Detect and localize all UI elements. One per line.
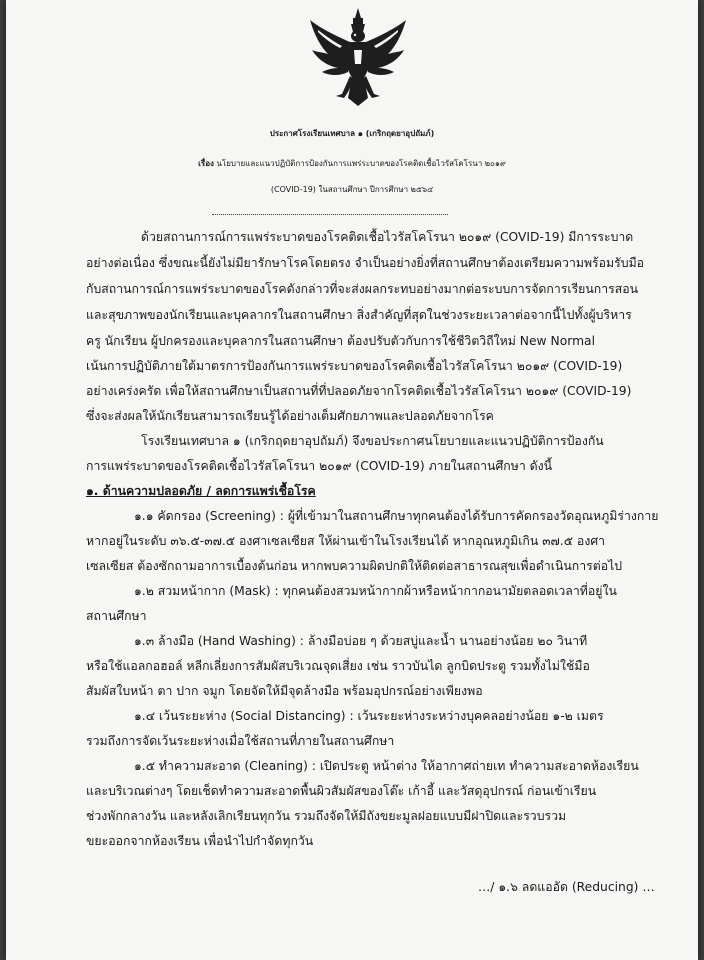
subject-text-1: นโยบายและแนวปฏิบัติการป้องกันการแพร่ระบาดของโรคติดเชื้อไวรัสโคโรนา ๒๐๑๙ bbox=[216, 159, 506, 168]
intro-line: เน้นการปฏิบัติภายใต้มาตรการป้องกันการแพร่ระบาดของโรคติดเชื้อไวรัสโคโรนา ๒๐๑๙ (COVID-19) bbox=[86, 359, 623, 373]
item-1-3-line: ๑.๓ ล้างมือ (Hand Washing) : ล้างมือบ่อย ๆ ด้วยสบู่และน้ำ นานอย่างน้อย ๒๐ วินาที bbox=[134, 634, 588, 648]
document-title: ประกาศโรงเรียนเทศบาล ๑ (เกริกฤดยาอุปถัมภ์) bbox=[269, 129, 435, 138]
divider bbox=[212, 214, 448, 215]
intro-line: ด้วยสถานการณ์การแพร่ระบาดของโรคติดเชื้อไวรัสโคโรนา ๒๐๑๙ (COVID-19) มีการระบาด bbox=[141, 230, 634, 244]
announce-line: โรงเรียนเทศบาล ๑ (เกริกฤดยาอุปถัมภ์) จึงขอประกาศนโยบายและแนวปฏิบัติการป้องกัน bbox=[141, 434, 604, 448]
garuda-emblem-icon bbox=[306, 6, 410, 110]
document-page bbox=[6, 0, 698, 960]
item-1-5-line: ๑.๕ ทำความสะอาด (Cleaning) : เปิดประตู หน้าต่าง ให้อากาศถ่ายเท ทำความสะอาดห้องเรียน bbox=[134, 759, 639, 773]
item-1-2-line: สถานศึกษา bbox=[86, 609, 147, 623]
item-1-3-line: หรือใช้แอลกอฮอล์ หลีกเลี่ยงการสัมผัสบริเวณจุดเสี่ยง เช่น ราวบันได ลูกบิดประตู รวมทั้งไม่ใช้มือ bbox=[86, 659, 590, 673]
item-1-5-line: และบริเวณต่างๆ โดยเช็ดทำความสะอาดพื้นผิวสัมผัสของโต๊ะ เก้าอี้ และวัสดุอุปกรณ์ ก่อนเข้าเรียน bbox=[86, 784, 597, 798]
intro-line: กับสถานการณ์การแพร่ระบาดของโรคดังกล่าวที่จะส่งผลกระทบอย่างมากต่อระบบการจัดการเรียนการสอน bbox=[86, 282, 639, 296]
item-1-1-line: ๑.๑ คัดกรอง (Screening) : ผู้ที่เข้ามาในสถานศึกษาทุกคนต้องได้รับการคัดกรองวัดอุณหภูมิร่างกาย bbox=[134, 509, 659, 523]
intro-line: อย่างต่อเนื่อง ซึ่งขณะนี้ยังไม่มียารักษาโรคโดยตรง จำเป็นอย่างยิ่งที่สถานศึกษาต้องเตรียมความพร้อมรับมือ bbox=[86, 256, 645, 270]
section-heading: ๑. ด้านความปลอดภัย / ลดการแพร่เชื้อโรค bbox=[86, 484, 316, 498]
intro-line: อย่างเคร่งครัด เพื่อให้สถานศึกษาเป็นสถานที่ที่ปลอดภัยจากโรคติดเชื้อไวรัสโคโรนา ๒๐๑๙ (COVID-19) bbox=[86, 384, 632, 398]
subject-line-1 bbox=[6, 157, 698, 170]
item-1-5-line: ขยะออกจากห้องเรียน เพื่อนำไปกำจัดทุกวัน bbox=[86, 834, 314, 848]
item-1-3-line: สัมผัสใบหน้า ตา ปาก จมูก โดยจัดให้มีจุดล้างมือ พร้อมอุปกรณ์อย่างเพียงพอ bbox=[86, 684, 483, 698]
subject-line-2: (COVID-19) ในสถานศึกษา ปีการศึกษา ๒๕๖๔ bbox=[270, 185, 434, 194]
item-1-4-line: รวมถึงการจัดเว้นระยะห่างเมื่อใช้สถานที่ภายในสถานศึกษา bbox=[86, 734, 395, 748]
item-1-2-line: ๑.๒ สวมหน้ากาก (Mask) : ทุกคนต้องสวมหน้ากากผ้าหรือหน้ากากอนามัยตลอดเวลาที่อยู่ใน bbox=[134, 584, 617, 598]
intro-line: และสุขภาพของนักเรียนและบุคลากรในสถานศึกษา สิ่งสำคัญที่สุดในช่วงระยะเวลาต่อจากนี้ไปทั้งผู้บริหาร bbox=[86, 308, 632, 322]
item-1-4-line: ๑.๔ เว้นระยะห่าง (Social Distancing) : เว้นระยะห่างระหว่างบุคคลอย่างน้อย ๑-๒ เมตร bbox=[134, 709, 604, 723]
intro-line: ซึ่งจะส่งผลให้นักเรียนสามารถเรียนรู้ได้อย่างเต็มศักยภาพและปลอดภัยจากโรค bbox=[86, 409, 494, 423]
item-1-1-line: หากอยู่ในระดับ ๓๖.๕-๓๗.๕ องศาเซลเซียส ให้ผ่านเข้าในโรงเรียนได้ หากอุณหภูมิเกิน ๓๗.๕ องศา bbox=[86, 534, 606, 548]
subject-label: เรื่อง bbox=[198, 159, 214, 168]
continuation-note: …/ ๑.๖ ลดแออัด (Reducing) … bbox=[478, 880, 655, 894]
announce-line: การแพร่ระบาดของโรคติดเชื้อไวรัสโคโรนา ๒๐๑๙ (COVID-19) ภายในสถานศึกษา ดังนี้ bbox=[86, 459, 553, 473]
item-1-5-line: ช่วงพักกลางวัน และหลังเลิกเรียนทุกวัน รวมถึงจัดให้มีถังขยะมูลฝอยแบบมีฝาปิดและรวบรวม bbox=[86, 809, 567, 823]
intro-line: ครู นักเรียน ผู้ปกครองและบุคลากรในสถานศึกษา ต้องปรับตัวกับการใช้ชีวิตวิถีใหม่ New Normal bbox=[86, 334, 595, 348]
item-1-1-line: เซลเซียส ต้องซักถามอาการเบื้องต้นก่อน หากพบความผิดปกติให้ติดต่อสาธารณสุขเพื่อดำเนินการต่อไป bbox=[86, 559, 623, 573]
